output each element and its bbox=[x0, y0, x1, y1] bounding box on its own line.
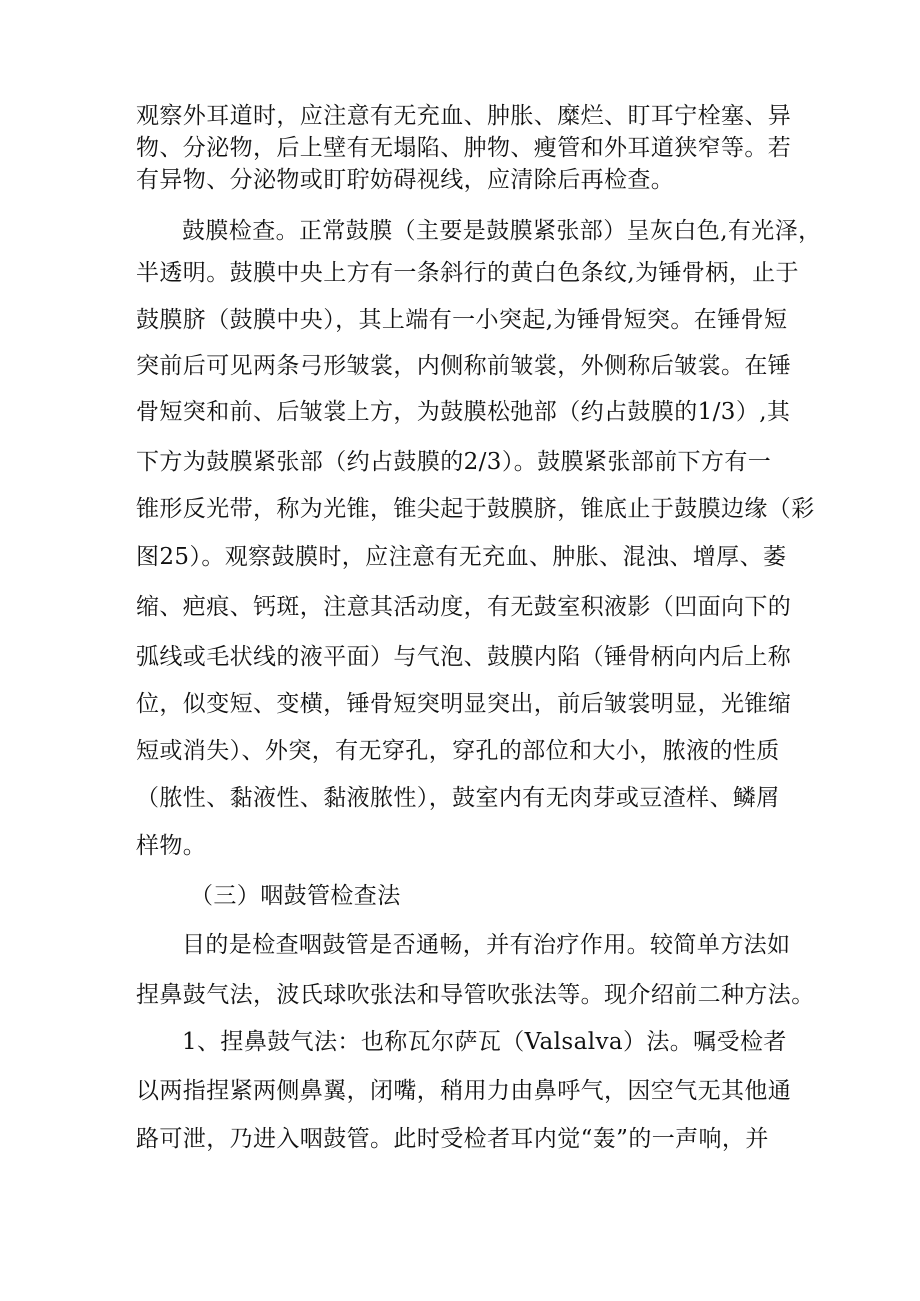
text-line: 短或消失）、外突，有无穿孔，穿孔的部位和大小，脓液的性质 bbox=[136, 738, 780, 764]
text-line: 有异物、分泌物或盯聍妨碍视线，应清除后再检查。 bbox=[136, 167, 675, 193]
text-line: 以两指捏紧两侧鼻翼，闭嘴，稍用力由鼻呼气，因空气无其他通 bbox=[136, 1078, 792, 1104]
text-line: （脓性、黏液性、黏液脓性），鼓室内有无肉芽或豆渣样、鳞屑 bbox=[136, 785, 780, 811]
text-line: 捏鼻鼓气法，波氏球吹张法和导管吹张法等。现介绍前二种方法。 bbox=[136, 982, 815, 1008]
text-line: 突前后可见两条弓形皱裳，内侧称前皱裳，外侧称后皱裳。在锤 bbox=[136, 353, 792, 379]
text-line: 缩、疤痕、钙斑，注意其活动度，有无鼓室积液影（凹面向下的 bbox=[136, 594, 792, 620]
text-line: 半透明。鼓膜中央上方有一条斜行的黄白色条纹,为锤骨柄，止于 bbox=[136, 260, 799, 286]
section-heading: （三）咽鼓管检查法 bbox=[190, 883, 401, 909]
text-line: 物、分泌物，后上壁有无塌陷、肿物、瘦管和外耳道狭窄等。若 bbox=[136, 135, 792, 161]
text-line: 鼓膜脐（鼓膜中央），其上端有一小突起,为锤骨短突。在锤骨短 bbox=[136, 307, 788, 333]
text-line: 观察外耳道时，应注意有无充血、肿胀、糜烂、盯耳宁栓塞、异 bbox=[136, 103, 792, 129]
text-line: 路可泄，乃进入咽鼓管。此时受检者耳内觉“轰”的一声响，并 bbox=[136, 1126, 769, 1152]
text-line: 骨短突和前、后皱裳上方，为鼓膜松弛部（约占鼓膜的1/3）,其 bbox=[136, 399, 791, 425]
text-line: 锥形反光带，称为光锥，锥尖起于鼓膜脐，锥底止于鼓膜边缘（彩 bbox=[136, 496, 815, 522]
text-line: 下方为鼓膜紧张部（约占鼓膜的2/3）。鼓膜紧张部前下方有一 bbox=[136, 449, 772, 475]
text-line: 位，似变短、变横，锤骨短突明显突出，前后皱裳明显，光锥缩 bbox=[136, 691, 792, 717]
text-line: 弧线或毛状线的液平面）与气泡、鼓膜内陷（锤骨柄向内后上称 bbox=[136, 644, 792, 670]
text-line: 样物。 bbox=[136, 833, 207, 859]
text-line: 1、捏鼻鼓气法：也称瓦尔萨瓦（Valsalva）法。嘱受检者 bbox=[182, 1029, 787, 1055]
text-line: 鼓膜检查。正常鼓膜（主要是鼓膜紧张部）呈灰白色,有光泽， bbox=[182, 218, 822, 244]
text-line: 图25）。观察鼓膜时，应注意有无充血、肿胀、混浊、增厚、萎 bbox=[136, 544, 787, 570]
text-line: 目的是检查咽鼓管是否通畅，并有治疗作用。较简单方法如 bbox=[182, 932, 791, 958]
